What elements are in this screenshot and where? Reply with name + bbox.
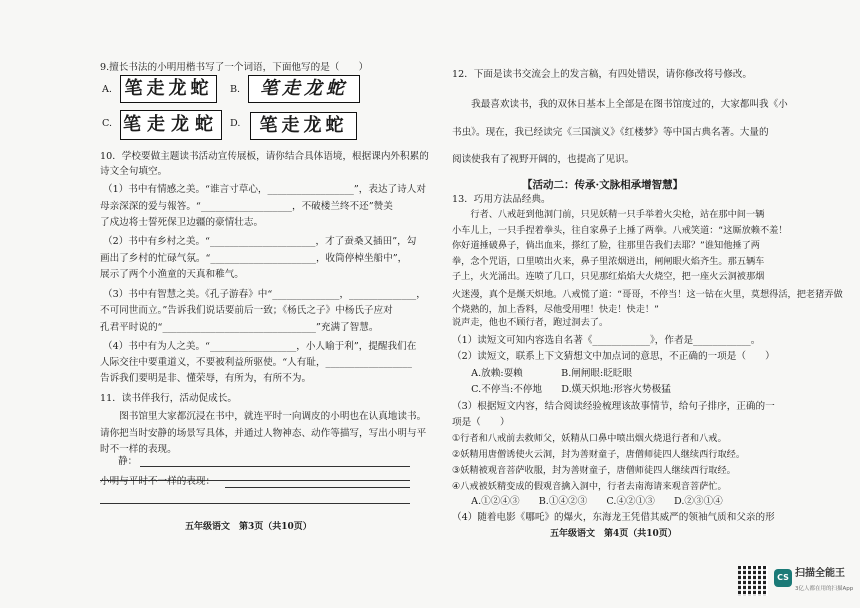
answer-line[interactable] [225,487,410,488]
q13-line: 拳，念个咒语，口里喷出火来，鼻子里浓烟迸出，闸闸眼火焰齐生。那五辆车 [452,256,765,267]
q10-line: （4）书中有为人之美。“__________________，小人喻于利”，提醒我们在 [103,341,417,352]
q12-line: 书虫》。现在，我已经读完《三国演义》《红楼梦》等中国古典名著。大量的 [452,127,769,138]
q13-line: 你好道捶破鼻子，倘出血来，搽红了脸，往那里告我们去耶？”谁知他捶了两 [452,240,760,251]
q10-line: 不可同世而立。”告诉我们说话要前后一致；《杨氏之子》中杨氏子应对 [100,305,393,316]
q13-line: 子上，火光涌出。连喷了几口，只见那红焰焰大火烧空，把一座火云洞被那烟 [452,271,765,282]
option-d-label: D. [230,118,241,129]
q13-sub-line: （3）根据短文内容，结合阅读经验梳理该故事情节，给句子排序，正确的一 [452,401,775,412]
answer-label-quiet: 静： [118,456,138,467]
option-a-handwriting: 笔走龙蛇 [120,75,217,103]
q13-sub-line: 项是（ ） [452,417,510,428]
q10-line: 母亲深深的爱与報答。“___________________，不破楼兰终不还”赞美 [100,201,393,212]
option-c-handwriting: 笔走龙蛇 [120,110,222,140]
q13-sub-line: （2）读短文，联系上下文猜想文中加点词的意思，不正确的一项是（ ） [452,351,775,362]
camscanner-logo-icon: CS [774,569,792,587]
answer-line[interactable] [100,503,410,504]
answer-line[interactable] [140,466,410,467]
q10-line: （2）书中有乡村之美。“______________________，才了蚕桑又插田”，勾 [103,236,417,247]
right-page [430,0,860,608]
q11-line: 时不一样的表现。 [100,444,177,455]
page-footer-4: 五年级语文 第4页（共10页） [550,529,677,539]
watermark-brand: 扫描全能王 [795,568,845,579]
watermark-subtitle: 3亿人都在用的扫描App [795,586,854,592]
q10-line: 诗文全句填空。 [100,166,168,177]
option-d-handwriting: 笔走龙蛇 [250,112,357,140]
q10-line: 画出了乡村的忙碌气氛。“______________________，收筒停棹坐船中”， [100,253,408,264]
q10-line: （3）书中有智慧之美。《孔子游春》中“______________，______________， [103,289,426,300]
q13-line: 说声走，他也不顾行者，跑过洞去了。 [452,317,609,328]
q13-event-line: ③妖精被观音菩萨收服，封为善财童子，唐僧师徒四人继续西行取经。 [452,465,736,476]
activity-two-title: 【活动二：传承·文脉相承增智慧】 [522,179,684,191]
q10-line: 告诉我们要明是非、懂荣辱，有所为，有所不为。 [100,373,312,384]
q13-line: 行者、八戒赶到他洞门前，只见妖精一只手举着火尖枪，站在那中间一辆 [452,209,765,220]
q13-event-line: ④八戒被妖精变成的假观音擒入洞中，行者去南海请来观音菩萨忙。 [452,481,727,492]
q13-option-line: C.不停当:不停地 D.熯天炽地:形容火势极猛 [452,384,671,395]
q13-option-line: A.放赖:耍赖 B.闸闸眼:眨眨眼 [452,368,633,379]
q13-line: 小车儿上，一只手捏着拳头，往自家鼻子上捶了两拳。八戒笑道：“这厮放赖不羞！ [452,225,788,236]
q10-line: 10．学校要做主题读书活动宣传展板，请你结合具体语境，根据课内外积累的 [100,151,429,162]
option-a-label: A. [102,84,112,95]
q12-line: 12．下面是读书交流会上的发言稿，有四处错误，请你修改将号修改。 [452,69,753,80]
answer-label-difference: 小明与平时不一样的表现： [100,476,216,487]
q11-line: 图书馆里大家都沉浸在书中，就连平时一向调皮的小明也在认真地读书。 [100,411,427,422]
option-b-label: B. [230,84,241,95]
q10-line: 了戍边将士誓死保卫边疆的豪情壮志。 [100,217,264,228]
q10-line: （1）书中有情感之美。“谁言寸草心，__________________”，表达了诗人对 [103,184,426,195]
q10-line: 孔君平时说的“________________________________”充满了智慧。 [100,322,379,333]
q13-sub-line: （1）读短文可知内容选自名著《____________》，作者是____________。 [452,335,761,346]
q13-sub-line: （4）随着电影《哪吒》的爆火，东海龙王凭借其威严的领袖气质和父亲的形 [452,512,775,523]
q12-line: 我最喜欢读书，我的双休日基本上全部是在图书馆度过的，大家都叫我《小 [452,99,788,110]
question-9: 9.擅长书法的小明用楷书写了一个词语，下面他写的是（ ） [100,62,369,73]
q13-option-line: A.①②④③ B.①④②③ C.④②①③ D.②③①④ [452,496,723,507]
q11-line: 请你把当时安静的场景写具体，并通过人物神态、动作等描写，写出小明与平 [100,428,427,439]
q13-line: 13．巧用方法品经典。 [452,194,551,205]
page-footer-3: 五年级语文 第3页（共10页） [185,522,312,532]
qr-code [738,566,768,596]
option-b-handwriting: 笔走龙蛇 [248,75,360,103]
q13-event-line: ①行者和八戒前去救师父，妖精从口鼻中喷出烟火烧退行者和八戒。 [452,433,727,444]
q12-line: 阅读使我有了视野开阔的，也提高了见识。 [452,154,635,165]
q11-line: 11．读书伴我行，活动促成长。 [100,393,237,404]
option-c-label: C. [102,118,113,129]
q10-line: 人际交往中要重道义，不要被利益所驱使。“人有耻，__________________ [100,357,412,368]
q13-event-line: ②妖精用唐僧诱使火云洞，封为善财童子，唐僧师徒四人继续西行取经。 [452,449,746,460]
q13-line: 火迷漫，真个是熯天炽地。八戒慌了道：“哥哥，不停当！这一钻在火里，莫想得活，把老猪弄做个烧熟的，加上香料，尽他受用哩！快走！快走！” [452,289,843,315]
q10-line: 展示了两个小渔童的天真和稚气。 [100,269,244,280]
